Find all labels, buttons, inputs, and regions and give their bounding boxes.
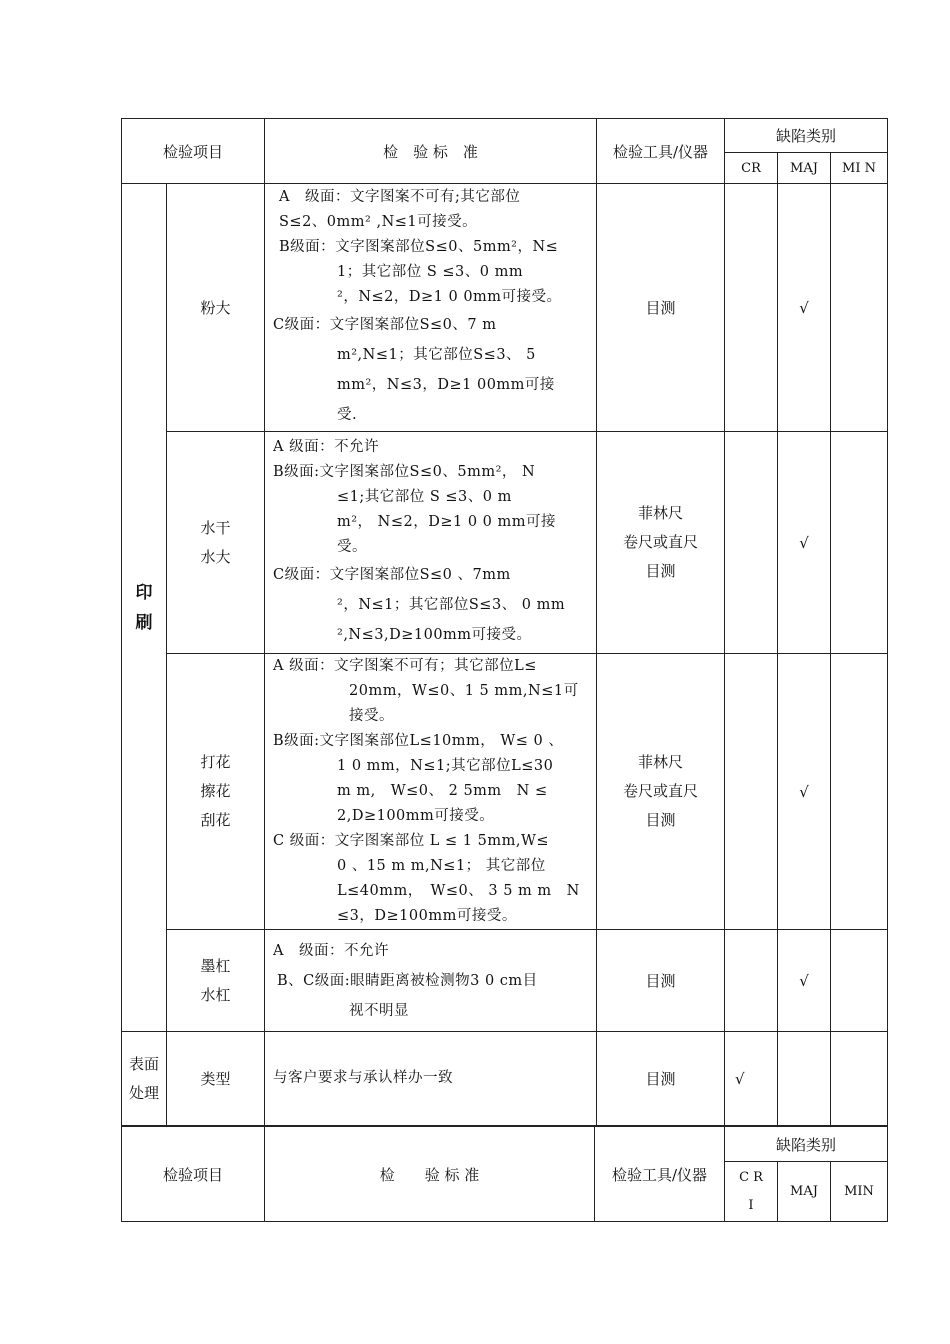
min-cell [831, 930, 888, 1032]
cr-cell [725, 432, 778, 654]
standard-line: m²， N≤2，D≥1 0 0 mm可接 [337, 514, 557, 530]
min-cell [831, 654, 888, 930]
cr-cell [725, 654, 778, 930]
standard-line: A 级面：文字图案不可有；其它部位L≤ [273, 658, 537, 674]
tool-line: 目测 [645, 562, 676, 580]
item-name: 类型 [167, 1032, 265, 1126]
standard-line: 2,D≥100mm可接受。 [337, 808, 495, 824]
header-cr: CR [725, 153, 778, 184]
standard-line: B级面：文字图案部位S≤0、5mm²，N≤ [279, 239, 559, 255]
header-standard: 检 验 标 准 [265, 119, 597, 184]
tool-cell [597, 654, 725, 930]
tool-line: 卷尺或直尺 [622, 533, 698, 551]
maj-check: √ [778, 654, 831, 930]
maj-check: √ [778, 930, 831, 1032]
footer-header-maj: MAJ [778, 1162, 831, 1222]
footer-header-table [121, 1126, 888, 1222]
tool-cell [597, 432, 725, 654]
standard-line: 1；其它部位 S ≤3、0 mm [337, 264, 524, 280]
standard-line: mm²，N≤3，D≥1 00mm可接 [337, 377, 555, 393]
item-name [167, 432, 265, 654]
standard-line: 20mm，W≤0、1 5 mm,N≤1可 [349, 683, 579, 699]
footer-header-standard: 检 验 标 准 [265, 1127, 595, 1222]
standard-line: 受。 [337, 539, 367, 555]
standard-line: S≤2、0mm² ,N≤1可接受。 [279, 214, 478, 230]
standard-line: A 级面：文字图案不可有;其它部位 [279, 189, 521, 205]
standard-line: L≤40mm， W≤0、 3 5 m m N [337, 883, 580, 899]
standard-line: m²,N≤1；其它部位S≤3、 5 [337, 347, 536, 363]
group-line: 处理 [128, 1083, 159, 1102]
standard-text [265, 184, 597, 432]
maj-cell [778, 1032, 831, 1126]
standard-line: C 级面：文字图案部位 L ≤ 1 5mm,W≤ [273, 833, 550, 849]
group-print-label: 印刷 [135, 582, 153, 633]
tool-cell: 目测 [597, 1032, 725, 1126]
min-cell [831, 432, 888, 654]
item-line: 水大 [200, 547, 231, 566]
cr-line: I [748, 1197, 754, 1213]
inspection-table [121, 118, 888, 1126]
item-line: 打花 [200, 753, 231, 771]
maj-check: √ [778, 184, 831, 432]
item-line: 刮花 [200, 811, 231, 829]
standard-line: B级面:文字图案部位L≤10mm， W≤ 0 、 [273, 733, 564, 749]
standard-line: ²，N≤1；其它部位S≤3、 0 mm [337, 597, 566, 613]
standard-line: 视不明显 [349, 1002, 409, 1019]
cr-cell [725, 184, 778, 432]
tool-line: 菲林尺 [637, 753, 683, 771]
footer-header-item: 检验项目 [122, 1127, 265, 1222]
table-row [122, 654, 888, 930]
cr-check: √ [725, 1032, 778, 1126]
footer-header-cr [725, 1162, 778, 1222]
maj-check: √ [778, 432, 831, 654]
header-min: MI N [831, 153, 888, 184]
tool-cell: 目测 [597, 930, 725, 1032]
footer-header-tool: 检验工具/仪器 [595, 1127, 725, 1222]
cr-line: C R [739, 1169, 763, 1185]
footer-header-min: MIN [831, 1162, 888, 1222]
standard-line: ²，N≤2，D≥1 0 0mm可接受。 [337, 289, 562, 305]
standard-text: 与客户要求与承认样办一致 [265, 1032, 597, 1126]
cr-cell [725, 930, 778, 1032]
table-row [122, 1032, 888, 1126]
tool-line: 卷尺或直尺 [622, 782, 698, 800]
header-item: 检验项目 [122, 119, 265, 184]
header-maj: MAJ [778, 153, 831, 184]
standard-line: ≤1;其它部位 S ≤3、0 m [337, 489, 512, 505]
item-line: 墨杠 [200, 956, 231, 975]
item-line: 水干 [200, 518, 231, 537]
standard-text [265, 654, 597, 930]
header-defect-class: 缺陷类别 [725, 119, 888, 153]
standard-line: m m, W≤0、 2 5mm N ≤ [337, 783, 548, 799]
table-row [122, 930, 888, 1032]
tool-cell: 目测 [597, 184, 725, 432]
standard-line: 接受。 [349, 708, 394, 724]
footer-header-defect-class: 缺陷类别 [725, 1127, 888, 1162]
standard-line: ²,N≤3,D≥100mm可接受。 [337, 627, 532, 643]
header-tool: 检验工具/仪器 [597, 119, 725, 184]
standard-line: B、C级面:眼睛距离被检测物3 0 cm目 [277, 972, 538, 989]
standard-text [265, 432, 597, 654]
table-row [122, 432, 888, 654]
standard-text [265, 930, 597, 1032]
item-name: 粉大 [167, 184, 265, 432]
group-print [122, 184, 167, 1032]
standard-line: 1 0 mm，N≤1;其它部位L≤30 [337, 758, 554, 774]
standard-line: A 级面：不允许 [273, 439, 380, 455]
group-surface [122, 1032, 167, 1126]
item-name [167, 654, 265, 930]
standard-line: ≤3，D≥100mm可接受。 [337, 908, 517, 924]
standard-line: B级面:文字图案部位S≤0、5mm²， N [273, 464, 536, 480]
item-line: 擦花 [200, 782, 231, 800]
standard-line: A 级面：不允许 [273, 942, 389, 959]
standard-line: 受. [337, 407, 358, 423]
min-cell [831, 1032, 888, 1126]
item-line: 水杠 [200, 985, 231, 1004]
standard-line: 0 、15 m m,N≤1； 其它部位 [337, 858, 546, 874]
item-name [167, 930, 265, 1032]
group-line: 表面 [128, 1054, 159, 1073]
standard-line: C级面：文字图案部位S≤0、7 m [273, 317, 497, 333]
min-cell [831, 184, 888, 432]
tool-line: 目测 [645, 811, 676, 829]
table-row [122, 184, 888, 432]
standard-line: C级面：文字图案部位S≤0 、7mm [273, 567, 511, 583]
tool-line: 菲林尺 [637, 504, 683, 522]
